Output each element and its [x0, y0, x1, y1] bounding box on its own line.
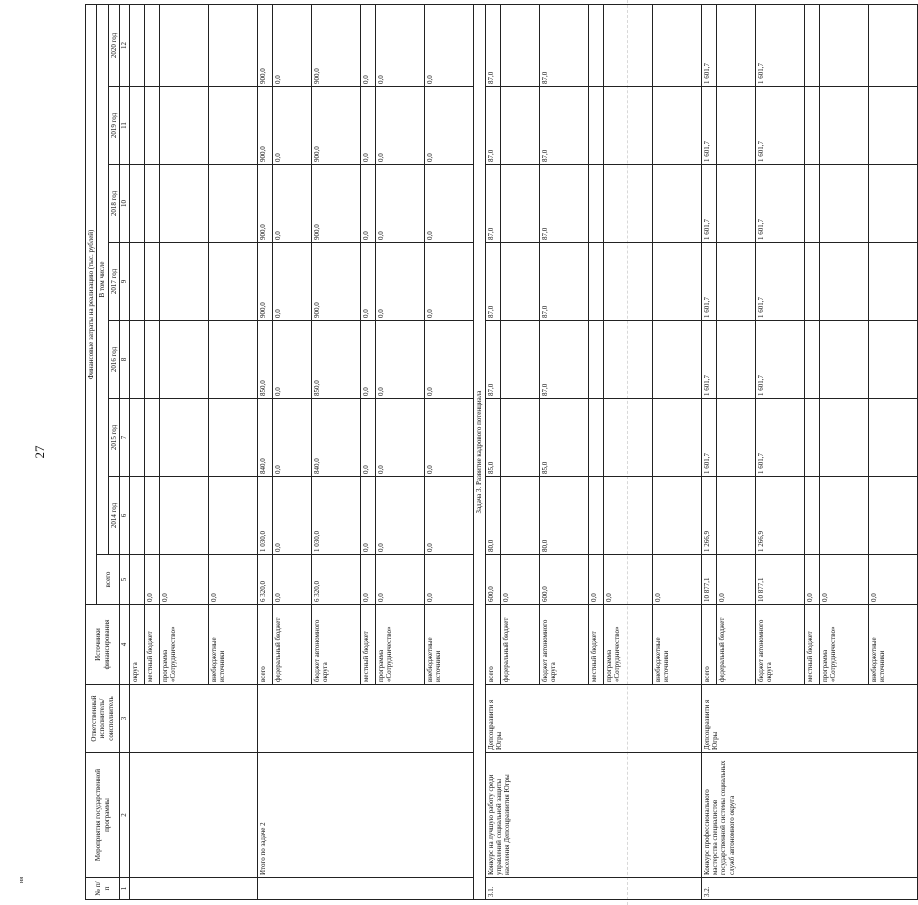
- total-cell: 6 320,0: [257, 555, 272, 605]
- year-value-cell: 0,0: [360, 399, 375, 477]
- source-cell: программа «Сотрудничество»: [159, 605, 208, 685]
- year-value-cell: [129, 5, 144, 87]
- year-value-cell: [868, 87, 917, 165]
- header-sources: Источники финансирования: [86, 605, 120, 685]
- year-value-cell: 900,0: [311, 5, 360, 87]
- item-name: Конкурс на лучшую работу среди управлений социальной защиты населения Депсоцразвития Югры: [485, 753, 701, 878]
- year-value-cell: [129, 165, 144, 243]
- year-value-cell: [129, 399, 144, 477]
- year-value-cell: 0,0: [424, 399, 473, 477]
- year-value-cell: 840,0: [257, 399, 272, 477]
- year-value-cell: 0,0: [360, 321, 375, 399]
- column-number: 6: [120, 477, 129, 555]
- total-cell: 0,0: [360, 555, 375, 605]
- measure-cell: [129, 753, 257, 878]
- year-value-cell: [652, 243, 701, 321]
- year-value-cell: [208, 87, 257, 165]
- year-value-cell: 1 266,9: [701, 477, 716, 555]
- total-cell: 0,0: [144, 555, 159, 605]
- column-number: 2: [120, 753, 129, 878]
- source-cell: местный бюджет: [804, 605, 819, 685]
- header-year: 2015 год: [108, 399, 119, 477]
- year-value-cell: [159, 165, 208, 243]
- year-value-cell: 1 030,0: [311, 477, 360, 555]
- year-value-cell: [804, 399, 819, 477]
- year-value-cell: [159, 399, 208, 477]
- year-value-cell: 0,0: [375, 5, 424, 87]
- year-value-cell: 1 601,7: [701, 243, 716, 321]
- source-cell: бюджет автономного округа: [311, 605, 360, 685]
- year-value-cell: [208, 243, 257, 321]
- year-value-cell: [868, 477, 917, 555]
- year-value-cell: [159, 321, 208, 399]
- table-holder: [85, 5, 886, 900]
- header-year: 2016 год: [108, 321, 119, 399]
- table-row: [129, 5, 144, 900]
- year-value-cell: [208, 399, 257, 477]
- total-cell: 0,0: [588, 555, 603, 605]
- year-value-cell: [716, 165, 755, 243]
- total-cell: 0,0: [424, 555, 473, 605]
- column-number: 9: [120, 243, 129, 321]
- source-cell: бюджет автономного округа: [539, 605, 588, 685]
- table-row: [485, 5, 500, 900]
- year-value-cell: [652, 165, 701, 243]
- year-value-cell: 850,0: [257, 321, 272, 399]
- year-value-cell: [819, 321, 868, 399]
- table-header: [86, 5, 130, 900]
- year-value-cell: [159, 5, 208, 87]
- year-value-cell: [588, 243, 603, 321]
- year-value-cell: 0,0: [272, 87, 311, 165]
- year-value-cell: 0,0: [424, 477, 473, 555]
- year-value-cell: 0,0: [424, 87, 473, 165]
- column-number: 8: [120, 321, 129, 399]
- year-value-cell: 0,0: [272, 243, 311, 321]
- year-value-cell: 85,0: [485, 399, 500, 477]
- column-number: 4: [120, 605, 129, 685]
- total-cell: 600,0: [485, 555, 500, 605]
- source-cell: программа «Сотрудничество»: [375, 605, 424, 685]
- year-value-cell: 0,0: [375, 477, 424, 555]
- year-value-cell: 87,0: [539, 5, 588, 87]
- year-value-cell: 87,0: [485, 5, 500, 87]
- year-value-cell: 1 266,9: [755, 477, 804, 555]
- item-responsible: Депсоцразвити я Югры: [485, 685, 701, 753]
- year-value-cell: 1 601,7: [701, 399, 716, 477]
- year-value-cell: 87,0: [539, 243, 588, 321]
- source-cell: внебюджетные источники: [868, 605, 917, 685]
- year-value-cell: [868, 165, 917, 243]
- year-value-cell: [500, 165, 539, 243]
- item-number: 3.1.: [485, 878, 701, 900]
- rotated-landscape-page: [85, 5, 886, 900]
- footer-mark: ня: [19, 877, 25, 883]
- year-value-cell: [603, 5, 652, 87]
- year-value-cell: 840,0: [311, 399, 360, 477]
- source-cell: внебюджетные источники: [424, 605, 473, 685]
- task-title: Задача 3. Развитие кадрового потенциала: [473, 5, 485, 900]
- year-value-cell: 1 601,7: [701, 165, 716, 243]
- year-value-cell: [716, 87, 755, 165]
- year-value-cell: [716, 321, 755, 399]
- total-cell: 0,0: [819, 555, 868, 605]
- source-cell: местный бюджет: [360, 605, 375, 685]
- year-value-cell: [144, 165, 159, 243]
- column-number: 11: [120, 87, 129, 165]
- total-cell: 10 877,1: [755, 555, 804, 605]
- year-value-cell: 1 601,7: [701, 87, 716, 165]
- year-value-cell: [159, 477, 208, 555]
- total-cell: 0,0: [500, 555, 539, 605]
- year-value-cell: [208, 165, 257, 243]
- year-value-cell: 87,0: [539, 321, 588, 399]
- year-value-cell: 0,0: [272, 399, 311, 477]
- year-value-cell: [500, 5, 539, 87]
- header-total: всего: [97, 555, 120, 605]
- year-value-cell: 0,0: [375, 321, 424, 399]
- total-cell: 0,0: [603, 555, 652, 605]
- year-value-cell: 0,0: [375, 165, 424, 243]
- year-value-cell: [603, 399, 652, 477]
- total-cell: 0,0: [716, 555, 755, 605]
- source-cell: программа «Сотрудничество»: [603, 605, 652, 685]
- column-number: 5: [120, 555, 129, 605]
- year-value-cell: 1 601,7: [755, 399, 804, 477]
- total-cell: 0,0: [804, 555, 819, 605]
- year-value-cell: [588, 399, 603, 477]
- year-value-cell: [129, 243, 144, 321]
- year-value-cell: [652, 321, 701, 399]
- source-cell: местный бюджет: [588, 605, 603, 685]
- year-value-cell: [868, 399, 917, 477]
- source-cell: бюджет автономного округа: [755, 605, 804, 685]
- total-cell: 0,0: [375, 555, 424, 605]
- year-value-cell: 0,0: [375, 399, 424, 477]
- year-value-cell: [588, 87, 603, 165]
- year-value-cell: [159, 243, 208, 321]
- year-value-cell: [588, 5, 603, 87]
- year-value-cell: 1 601,7: [755, 321, 804, 399]
- year-value-cell: [716, 5, 755, 87]
- year-value-cell: [159, 87, 208, 165]
- year-value-cell: [804, 165, 819, 243]
- year-value-cell: 1 601,7: [755, 165, 804, 243]
- year-value-cell: 1 601,7: [701, 321, 716, 399]
- year-value-cell: [208, 5, 257, 87]
- year-value-cell: [129, 477, 144, 555]
- header-responsible: Ответственный исполнитель/ соисполнитель: [86, 685, 120, 753]
- year-value-cell: [588, 321, 603, 399]
- header-num: № п/п: [86, 878, 120, 900]
- responsible-cell: [129, 685, 257, 753]
- year-value-cell: [716, 243, 755, 321]
- source-cell: всего: [485, 605, 500, 685]
- year-value-cell: [603, 321, 652, 399]
- column-number: 1: [120, 878, 129, 900]
- year-value-cell: [129, 321, 144, 399]
- year-value-cell: [716, 399, 755, 477]
- year-value-cell: 87,0: [485, 243, 500, 321]
- year-value-cell: 0,0: [360, 243, 375, 321]
- header-including: В том числе: [97, 5, 108, 555]
- year-value-cell: [500, 399, 539, 477]
- num-cell: [257, 878, 473, 900]
- year-value-cell: [804, 243, 819, 321]
- column-number: 10: [120, 165, 129, 243]
- year-value-cell: [144, 321, 159, 399]
- column-number: 12: [120, 5, 129, 87]
- year-value-cell: 1 601,7: [755, 243, 804, 321]
- year-value-cell: [652, 5, 701, 87]
- header-year: 2017 год: [108, 243, 119, 321]
- year-value-cell: [819, 87, 868, 165]
- page-number: 27: [32, 445, 47, 459]
- year-value-cell: [129, 87, 144, 165]
- year-value-cell: [208, 321, 257, 399]
- table-row: [701, 5, 716, 900]
- item-responsible: Депсоцразвити я Югры: [701, 685, 917, 753]
- year-value-cell: 87,0: [485, 165, 500, 243]
- year-value-cell: [144, 243, 159, 321]
- year-value-cell: 87,0: [539, 87, 588, 165]
- total-cell: 0,0: [272, 555, 311, 605]
- year-value-cell: [588, 477, 603, 555]
- itogo-label: Итого по задаче 2: [257, 753, 473, 878]
- year-value-cell: [868, 243, 917, 321]
- year-value-cell: 0,0: [424, 5, 473, 87]
- year-value-cell: 0,0: [375, 243, 424, 321]
- year-value-cell: [144, 87, 159, 165]
- source-cell: федеральный бюджет: [716, 605, 755, 685]
- total-cell: 0,0: [159, 555, 208, 605]
- year-value-cell: 0,0: [360, 477, 375, 555]
- header-year: 2020 год: [108, 5, 119, 87]
- year-value-cell: 0,0: [360, 165, 375, 243]
- total-cell: 0,0: [652, 555, 701, 605]
- year-value-cell: [603, 477, 652, 555]
- year-value-cell: [500, 321, 539, 399]
- source-cell: внебюджетные источники: [208, 605, 257, 685]
- year-value-cell: 0,0: [272, 165, 311, 243]
- year-value-cell: 1 030,0: [257, 477, 272, 555]
- total-cell: 0,0: [868, 555, 917, 605]
- source-cell: всего: [701, 605, 716, 685]
- table-row: [257, 5, 272, 900]
- year-value-cell: 0,0: [272, 5, 311, 87]
- header-year: 2019 год: [108, 87, 119, 165]
- year-value-cell: 0,0: [272, 321, 311, 399]
- source-cell: округа: [129, 605, 144, 685]
- total-cell: 600,0: [539, 555, 588, 605]
- year-value-cell: 900,0: [257, 165, 272, 243]
- year-value-cell: [652, 87, 701, 165]
- year-value-cell: 87,0: [485, 321, 500, 399]
- source-cell: программа «Сотрудничество»: [819, 605, 868, 685]
- year-value-cell: 900,0: [257, 5, 272, 87]
- year-value-cell: [144, 5, 159, 87]
- year-value-cell: [819, 5, 868, 87]
- year-value-cell: [868, 5, 917, 87]
- item-number: 3.2.: [701, 878, 917, 900]
- year-value-cell: 0,0: [360, 87, 375, 165]
- task-title-row: [473, 5, 485, 900]
- year-value-cell: [804, 5, 819, 87]
- year-value-cell: 85,0: [539, 399, 588, 477]
- year-value-cell: 0,0: [424, 321, 473, 399]
- total-cell: [129, 555, 144, 605]
- responsible-cell: [257, 685, 473, 753]
- year-value-cell: [500, 477, 539, 555]
- year-value-cell: [603, 87, 652, 165]
- year-value-cell: [588, 165, 603, 243]
- year-value-cell: 80,0: [539, 477, 588, 555]
- year-value-cell: 900,0: [311, 165, 360, 243]
- year-value-cell: [819, 399, 868, 477]
- total-cell: 6 320,0: [311, 555, 360, 605]
- source-cell: внебюджетные источники: [652, 605, 701, 685]
- year-value-cell: 900,0: [311, 243, 360, 321]
- year-value-cell: [716, 477, 755, 555]
- year-value-cell: 850,0: [311, 321, 360, 399]
- year-value-cell: [500, 243, 539, 321]
- year-value-cell: [500, 87, 539, 165]
- year-value-cell: [819, 165, 868, 243]
- year-value-cell: 0,0: [424, 165, 473, 243]
- header-fin-group: Финансовые затраты на реализацию (тыс. рублей): [86, 5, 97, 605]
- year-value-cell: [652, 477, 701, 555]
- year-value-cell: 900,0: [257, 243, 272, 321]
- source-cell: местный бюджет: [144, 605, 159, 685]
- year-value-cell: [603, 165, 652, 243]
- year-value-cell: 0,0: [360, 5, 375, 87]
- financing-table: [85, 4, 918, 900]
- year-value-cell: 1 601,7: [701, 5, 716, 87]
- year-value-cell: [868, 321, 917, 399]
- year-value-cell: 1 601,7: [755, 87, 804, 165]
- year-value-cell: 0,0: [424, 243, 473, 321]
- year-value-cell: [804, 87, 819, 165]
- year-value-cell: [804, 477, 819, 555]
- year-value-cell: 1 601,7: [755, 5, 804, 87]
- year-value-cell: [652, 399, 701, 477]
- year-value-cell: 900,0: [311, 87, 360, 165]
- source-cell: федеральный бюджет: [272, 605, 311, 685]
- header-year: 2018 год: [108, 165, 119, 243]
- year-value-cell: [208, 477, 257, 555]
- header-measures: Мероприятия государственной программы: [86, 753, 120, 878]
- year-value-cell: [819, 477, 868, 555]
- year-value-cell: 900,0: [257, 87, 272, 165]
- num-cell: [129, 878, 257, 900]
- year-value-cell: 0,0: [272, 477, 311, 555]
- column-number: 7: [120, 399, 129, 477]
- year-value-cell: [603, 243, 652, 321]
- year-value-cell: 80,0: [485, 477, 500, 555]
- column-numbers-row: [120, 5, 129, 900]
- year-value-cell: 87,0: [539, 165, 588, 243]
- total-cell: 0,0: [208, 555, 257, 605]
- header-year: 2014 год: [108, 477, 119, 555]
- item-name: Конкурс профессионального мастерства специалистов государственной системы социальных служб автономного округа: [701, 753, 917, 878]
- column-number: 3: [120, 685, 129, 753]
- source-cell: федеральный бюджет: [500, 605, 539, 685]
- table-body: [129, 5, 917, 900]
- year-value-cell: [144, 399, 159, 477]
- year-value-cell: [819, 243, 868, 321]
- year-value-cell: [144, 477, 159, 555]
- year-value-cell: [804, 321, 819, 399]
- source-cell: всего: [257, 605, 272, 685]
- year-value-cell: 87,0: [485, 87, 500, 165]
- total-cell: 10 877,1: [701, 555, 716, 605]
- year-value-cell: 0,0: [375, 87, 424, 165]
